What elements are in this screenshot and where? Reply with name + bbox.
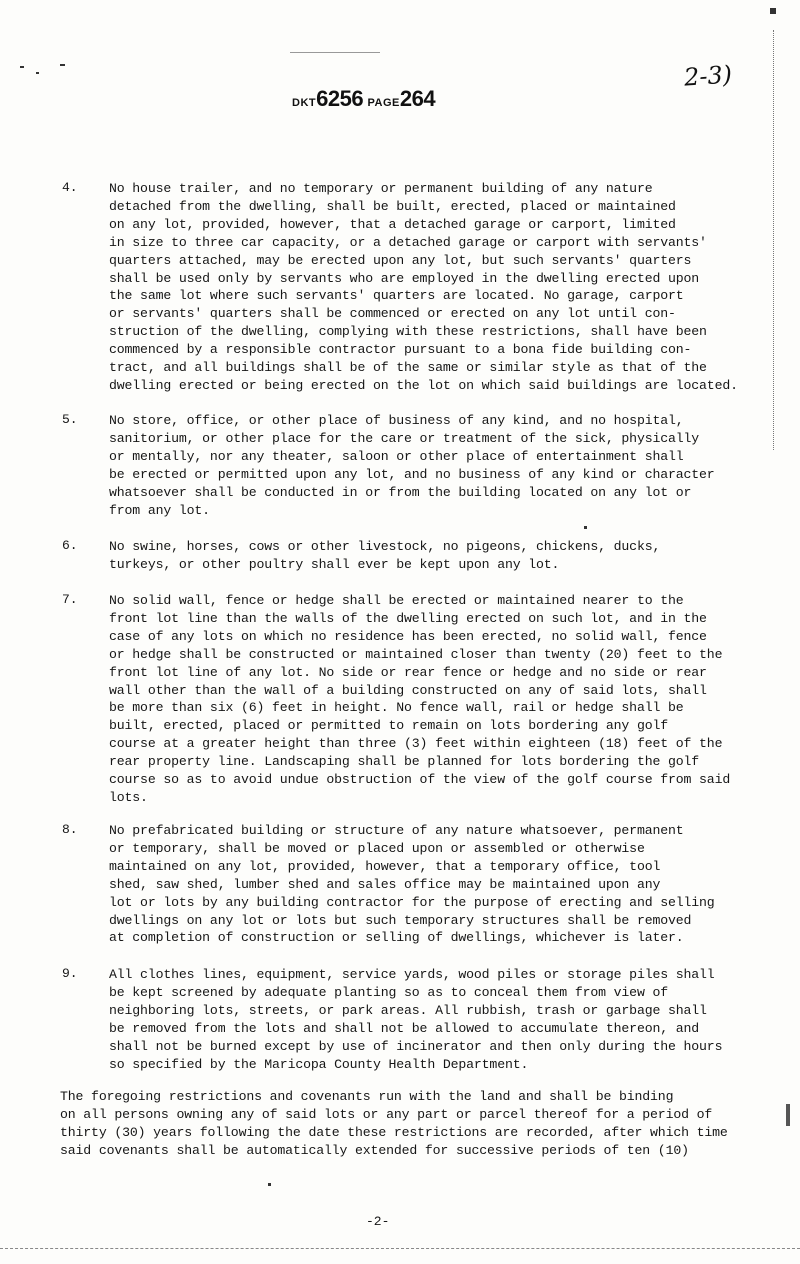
clause-6 [62,538,742,574]
scan-edge-marks [773,30,788,450]
scan-speck [20,66,24,68]
clause-text: No store, office, or other place of business of any kind, and no hospital, sanitorium, or other place for the care or treatment of the sick, physically or mentally, nor any theater, saloon or other place of entertainment shall be erected or permitted upon any lot, and no business of any kind or character whatsoever shall be conducted in or from the building located on any lot or from any lot. [109,413,715,518]
scan-speck [290,52,380,53]
scan-speck [268,1183,271,1186]
clause-text: No house trailer, and no temporary or permanent building of any nature detached from the dwelling, shall be built, erected, placed or maintained on any lot, provided, however, that a detached garage or carport, limited in size to three car capacity, or a detached garage or carport with servants' quarters attached, may be erected upon any lot, but such servants' quarters shall be used only by servants who are employed in the dwelling erected upon the same lot where such servants' quarters are located. No garage, carport or servants' quarters shall be commenced or erected on any lot until con- struction of the dwelling, complying with these restrictions, shall have been commenced by a responsible contractor pursuant to a bona fide building con- tract, and all buildings shall be of the same or similar style as that of the dwelling erected or being erected on the lot on which said buildings are located. [109,181,738,393]
clause-text: No swine, horses, cows or other livestock, no pigeons, chickens, ducks, turkeys, or other poultry shall ever be kept upon any lot. [109,539,661,572]
clause-text: No solid wall, fence or hedge shall be erected or maintained nearer to the front lot line than the walls of the dwelling erected on such lot, and in the case of any lots on which no residence has been erected, no solid wall, fence or hedge shall be constructed or maintained closer than twenty (20) feet to the front lot line of any lot. No side or rear fence or hedge and no side or rear wall other than the wall of a building constructed on any of said lots, shall be more than six (6) feet in height. No fence wall, rail or hedge shall be built, erected, placed or permitted to remain on lots bordering any golf course at a greater height than three (3) feet within eighteen (18) feet of the rear property line. Landscaping shall be planned for lots bordering the golf course so as to avoid undue obstruction of the view of the golf course from said lots. [109,593,731,805]
handwritten-note: 2-3) [683,60,733,92]
clause-5 [62,412,742,519]
scan-speck [60,64,65,66]
scan-speck [584,526,587,529]
clause-7 [62,592,742,807]
book-label: DKT [292,97,317,109]
scan-bottom-edge [0,1248,800,1249]
clause-number: 7. [62,592,78,607]
scan-speck [786,1104,790,1126]
scan-speck [770,8,776,14]
clause-number: 5. [62,412,78,427]
clause-text: All clothes lines, equipment, service yards, wood piles or storage piles shall be kept screened by adequate planting so as to conceal them from view of neighboring lots, streets, or park areas. All rubbish, trash or garbage shall be removed from the lots and shall not be allowed to accumulate thereon, and shall not be burned except by use of incinerator and then only during the hours so specified by the Maricopa County Health Department. [109,967,723,1072]
clause-number: 8. [62,822,78,837]
recording-header [292,86,435,112]
page-footer-number: -2- [366,1214,390,1229]
book-number: 6256 [316,86,364,111]
clause-text: No prefabricated building or structure of any nature whatsoever, permanent or temporary, shall be moved or placed upon or assembled or otherwise maintained on any lot, provided, however, that a temporary office, tool shed, saw shed, lumber shed and sales office may be maintained upon any lot or lots by any building contractor for the purpose of erecting and selling dwellings on any lot or lots but such temporary structures shall be removed at completion of construction or selling of dwellings, whichever is later. [109,823,715,946]
clause-4 [62,180,742,395]
clause-number: 4. [62,180,78,195]
clause-9 [62,966,742,1073]
closing-paragraph: The foregoing restrictions and covenants run with the land and shall be binding on all persons owning any of said lots or any part or parcel thereof for a period of thirty (30) years following the date these restrictions are recorded, after which time said covenants shall be automatically extended for successive periods of ten (10) [60,1089,728,1158]
clause-number: 6. [62,538,78,553]
scan-speck [36,72,39,74]
clause-number: 9. [62,966,78,981]
clause-8 [62,822,742,947]
page-number: 264 [399,86,436,111]
page-label: PAGE [367,97,400,109]
